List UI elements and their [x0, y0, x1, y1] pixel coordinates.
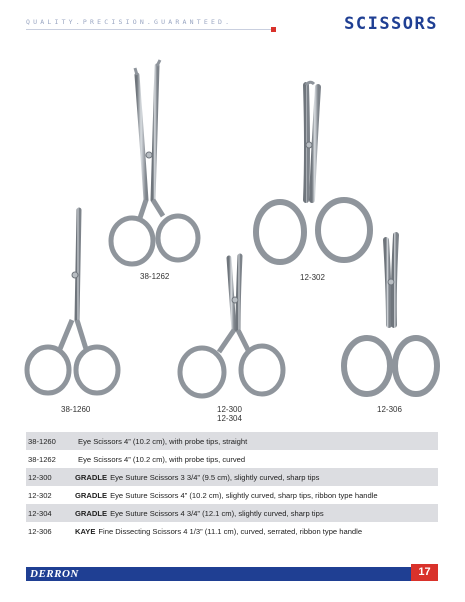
footer-bar: [26, 567, 437, 581]
product-code: 12-300: [28, 472, 52, 482]
product-text: Fine Dissecting Scissors 4 1/3” (11.1 cm), curved, serrated, ribbon type handle: [98, 526, 363, 536]
scissors-icon-38-1260: [27, 210, 118, 393]
product-brand: KAYE: [75, 526, 96, 536]
figure-label-line2: 12-304: [217, 414, 242, 423]
product-text: Eye Suture Scissors 4” (10.2 cm), slightly curved, sharp tips, ribbon type handle: [110, 490, 378, 500]
product-row: [26, 486, 438, 504]
figure-label-12-300-304: [217, 405, 242, 423]
product-brand: GRADLE: [75, 490, 108, 500]
tagline: QUALITY.PRECISION.GUARANTEED.: [26, 18, 233, 26]
product-text: Eye Suture Scissors 4 3/4” (12.1 cm), slightly curved, sharp tips: [110, 508, 324, 518]
product-row: [26, 504, 438, 522]
product-code: 38-1262: [28, 454, 56, 464]
header-rule-dot: [271, 27, 276, 32]
product-code: 38-1260: [28, 436, 56, 446]
page-number: 17: [411, 564, 438, 581]
page-title: SCISSORS: [344, 14, 438, 34]
brand-logo: DERRON: [30, 568, 79, 580]
product-brand: GRADLE: [75, 472, 108, 482]
product-description: [75, 437, 438, 446]
product-row: [26, 432, 438, 450]
scissors-icon-38-1262: [111, 60, 198, 264]
product-description: [75, 455, 438, 464]
figure-label-12-306: 12-306: [377, 405, 402, 414]
product-description: [75, 473, 438, 482]
figure-label-38-1260: 38-1260: [61, 405, 91, 414]
product-description: [75, 509, 438, 518]
product-text: Eye Scissors 4” (10.2 cm), with probe tips, curved: [78, 454, 246, 464]
product-row: [26, 468, 438, 486]
product-description: [75, 527, 438, 536]
product-row: [26, 522, 438, 540]
product-code: 12-304: [28, 508, 52, 518]
header-rule: [26, 29, 274, 30]
product-code: 12-302: [28, 490, 52, 500]
product-row: [26, 450, 438, 468]
scissors-icon-12-300-304: [180, 256, 283, 396]
product-description: [75, 491, 438, 500]
scissors-icon-12-302: [256, 82, 370, 262]
scissors-illustrations: [0, 40, 465, 430]
figure-label-12-302: 12-302: [300, 273, 325, 282]
figure-label-38-1262: 38-1262: [140, 272, 170, 281]
product-text: Eye Suture Scissors 3 3/4” (9.5 cm), slightly curved, sharp tips: [110, 472, 320, 482]
product-code: 12-306: [28, 526, 52, 536]
figure-label-line1: 12-300: [217, 405, 242, 414]
product-table: [26, 432, 438, 540]
product-brand: GRADLE: [75, 508, 108, 518]
product-text: Eye Scissors 4” (10.2 cm), with probe tips, straight: [78, 436, 248, 446]
